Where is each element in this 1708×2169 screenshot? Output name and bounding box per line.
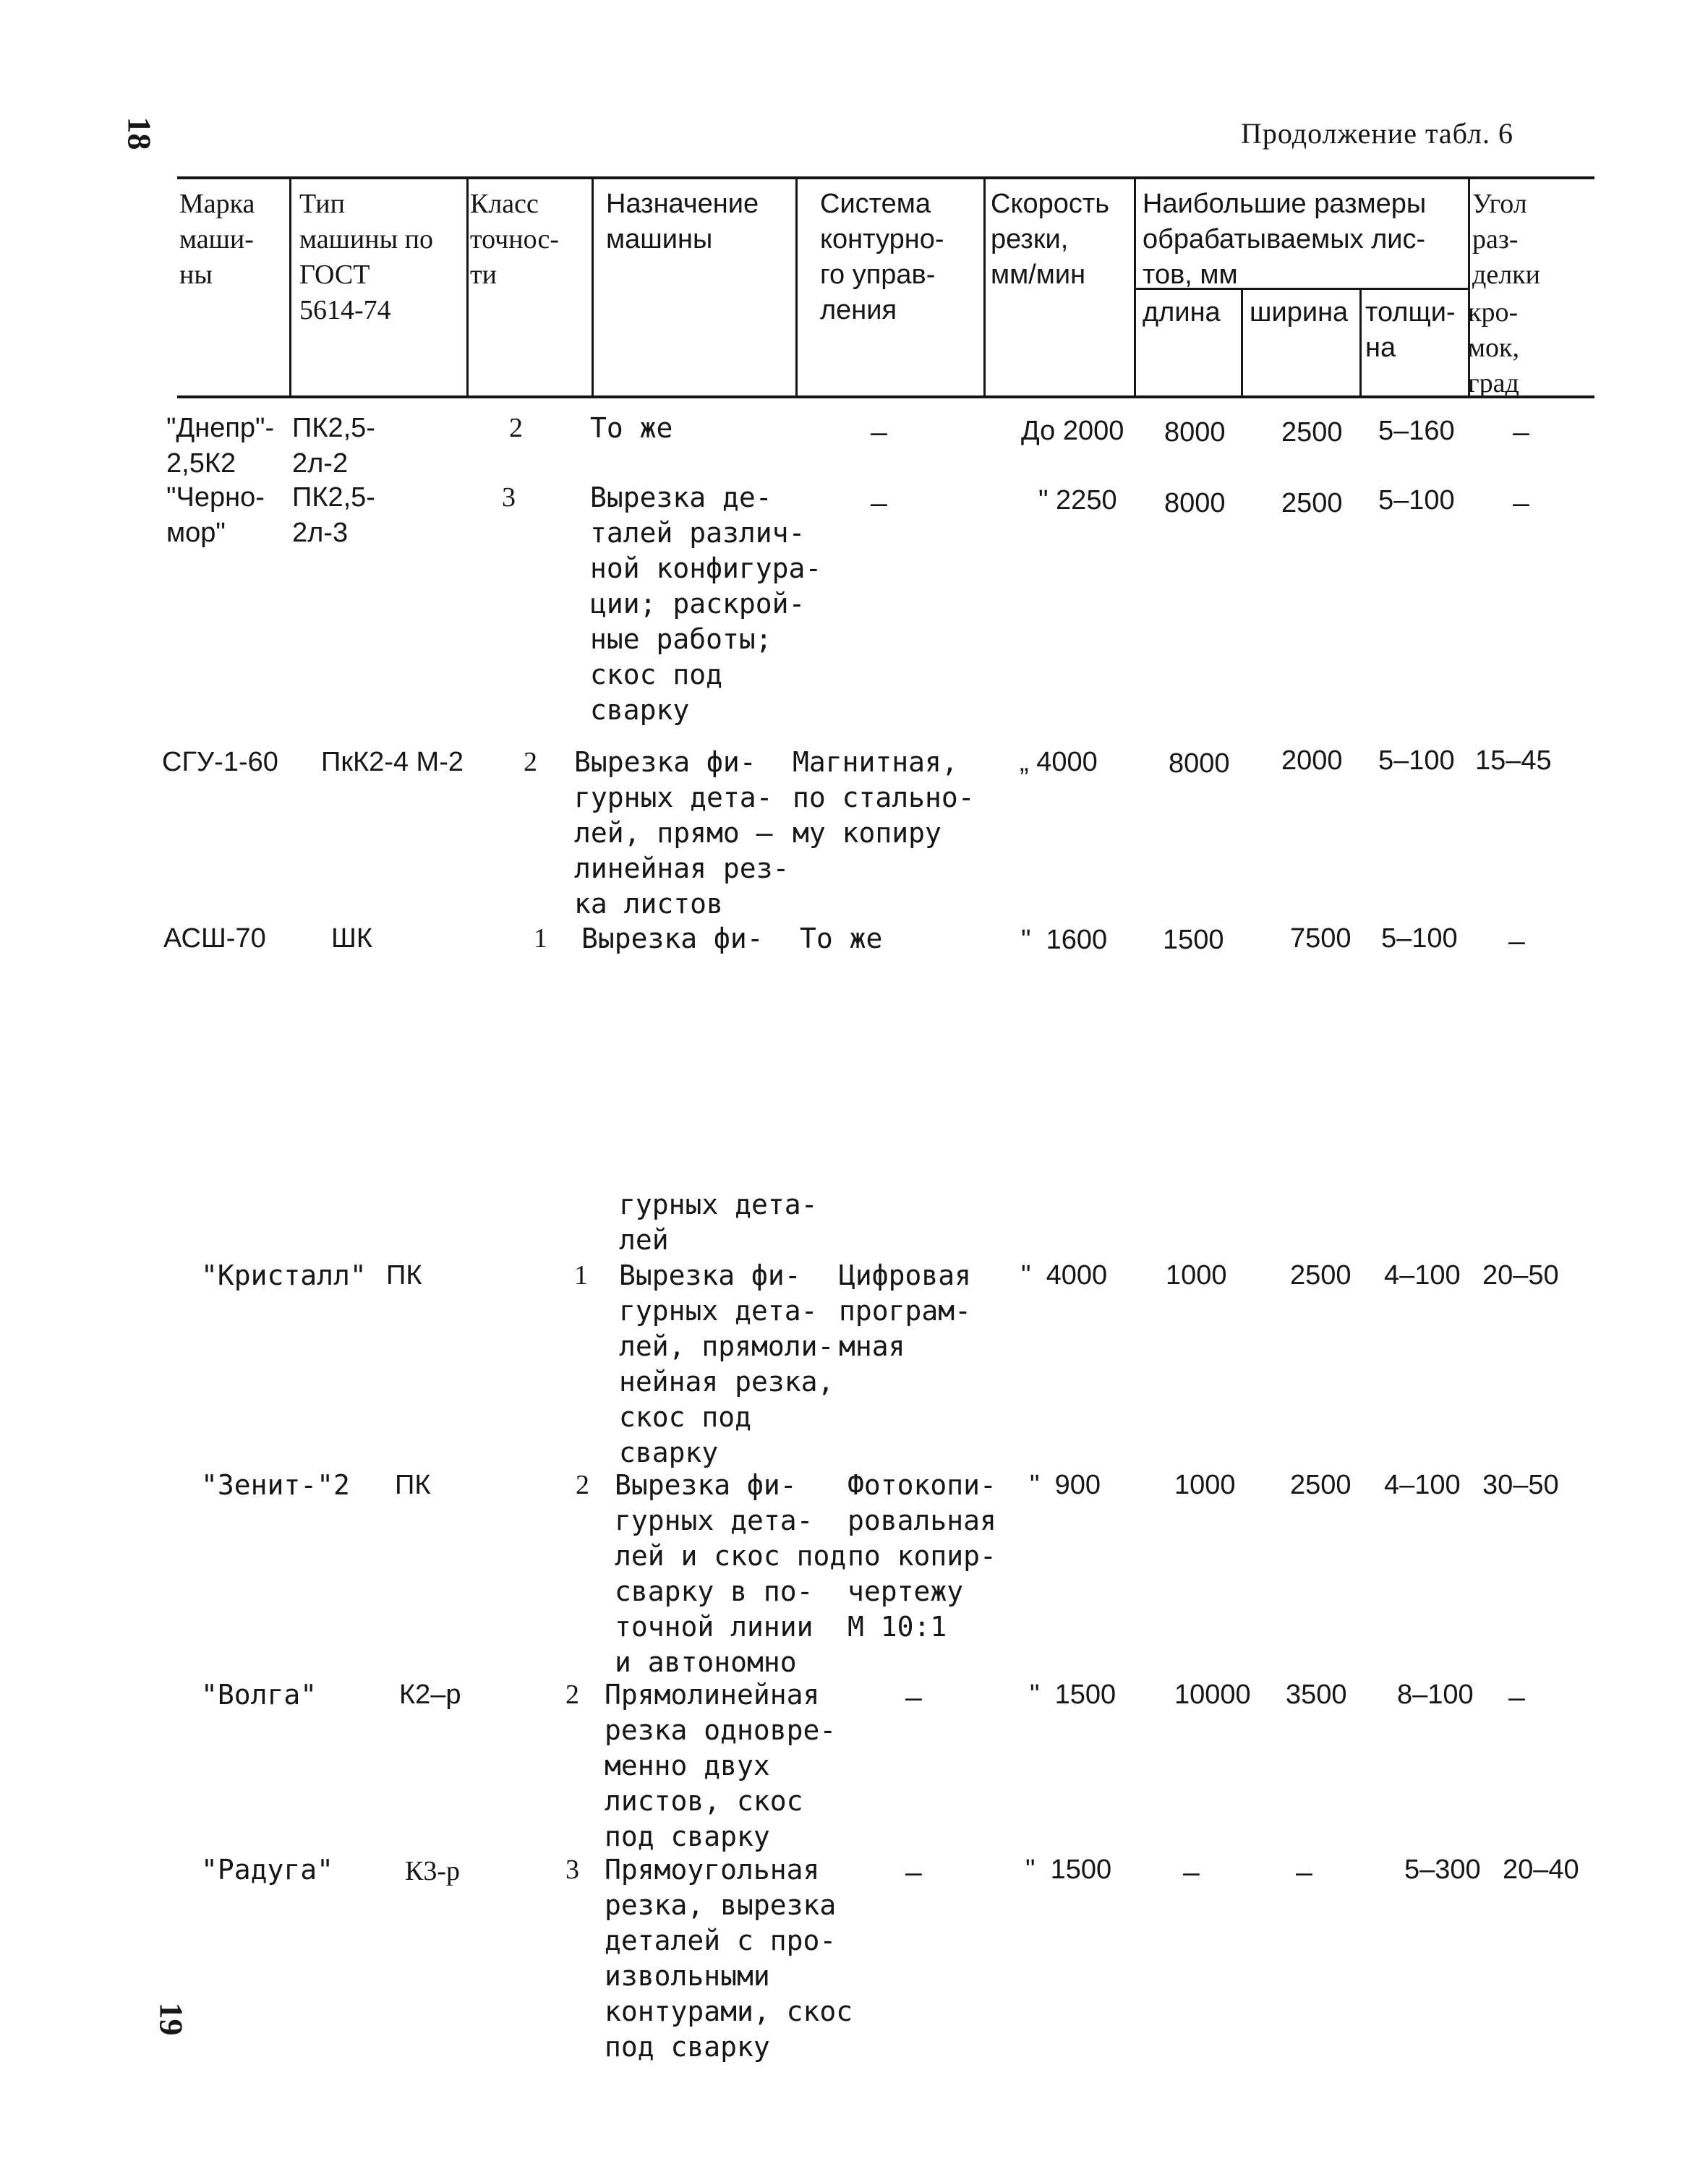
cell-tip: ШК (331, 923, 372, 954)
cell-marka: "Радуга" (201, 1854, 334, 1886)
cell-shirina: 3500 (1286, 1680, 1347, 1710)
cell-tolshchina: 8–100 (1397, 1680, 1474, 1710)
header-ugol-bottom: кро- мок, град (1468, 297, 1520, 398)
header-razmery: Наибольшие размеры обрабатываемых лис- тов, мм (1143, 189, 1427, 290)
cell-naznachenie: Вырезка фи- гурных дета- лей, прямоли- нейная резка, скос под сварку (619, 1259, 834, 1468)
continuation-title: Продолжение табл. 6 (1241, 117, 1513, 150)
page-number-left: 18 (121, 116, 158, 150)
cell-shirina: 2000 (1281, 745, 1343, 776)
cell-sistema: – (905, 1857, 922, 1888)
cell-tolshchina: 5–300 (1404, 1854, 1481, 1885)
cell-klass: 2 (509, 413, 523, 443)
cell-ugol: 20–40 (1503, 1854, 1579, 1885)
cell-skorost: " 4000 (1021, 1260, 1108, 1291)
header-col-sep-2 (466, 178, 469, 397)
header-col-sep-1 (289, 178, 291, 397)
header-dlina: длина (1143, 297, 1221, 328)
page-number-right: 19 (153, 2002, 190, 2036)
cell-naznachenie: Прямоугольная резка, вырезка деталей с про- извольными контурами, скос под сварку (605, 1854, 853, 2063)
cell-tip: ПК2,5- 2л-3 (292, 482, 375, 548)
cell-naznachenie: Вырезка фи- гурных дета- лей, прямо – линейная рез- ка листов (574, 746, 790, 920)
cell-skorost: " 1500 (1025, 1854, 1112, 1885)
cell-marka: "Волга" (201, 1679, 317, 1711)
cell-ugol: – (1508, 1682, 1525, 1714)
cell-marka: "Черно- мор" (166, 482, 265, 548)
cell-skorost: " 900 (1030, 1470, 1101, 1500)
cell-shirina: 7500 (1290, 923, 1352, 954)
cell-tip: К2–р (399, 1680, 461, 1710)
cell-marka: АСШ-70 (163, 923, 266, 954)
cell-tolshchina: 4–100 (1384, 1470, 1461, 1500)
cell-shirina: 2500 (1290, 1470, 1352, 1500)
header-shirina: ширина (1250, 297, 1349, 328)
cell-ugol: 20–50 (1482, 1260, 1559, 1291)
cell-tip: К3-р (405, 1856, 460, 1886)
cell-dlina: – (1183, 1857, 1200, 1888)
cell-dlina: 10000 (1174, 1680, 1251, 1710)
header-bottom-rule (177, 395, 1594, 398)
cell-klass: 2 (576, 1470, 589, 1500)
cell-shirina: 2500 (1290, 1260, 1352, 1291)
cell-dlina: 8000 (1169, 748, 1230, 779)
header-col-sep-3 (592, 178, 594, 397)
header-klass: Класс точнос- ти (470, 189, 560, 290)
cell-dlina: 1500 (1163, 925, 1224, 955)
cell-tip: ПК (395, 1470, 431, 1500)
cell-skorost: " 1600 (1021, 925, 1108, 955)
header-tolshchina: толщи- на (1365, 297, 1456, 363)
cell-ugol: 15–45 (1475, 745, 1552, 776)
cell-skorost: " 1500 (1030, 1680, 1116, 1710)
header-col-sep-6 (1134, 178, 1136, 397)
cell-naznachenie: То же (590, 412, 673, 444)
cell-ugol: 30–50 (1482, 1470, 1559, 1500)
cell-klass: 2 (565, 1680, 579, 1710)
cell-tolshchina: 5–160 (1378, 416, 1455, 446)
cell-sistema: – (871, 416, 887, 448)
cell-ugol: – (1513, 416, 1529, 448)
cell-klass: 3 (502, 482, 516, 513)
cell-tip: ПК (386, 1260, 422, 1291)
cell-shirina: – (1296, 1857, 1312, 1888)
cell-dlina: 1000 (1174, 1470, 1236, 1500)
header-skorost: Скорость резки, мм/мин (991, 189, 1110, 290)
cell-marka: "Кристалл" (201, 1259, 367, 1291)
cell-tolshchina: 5–100 (1378, 745, 1455, 776)
cell-tolshchina: 4–100 (1384, 1260, 1461, 1291)
header-marka: Марка маши- ны (179, 189, 255, 290)
continuation-text: гурных дета- лей (619, 1189, 818, 1256)
cell-klass: 2 (524, 747, 537, 777)
cell-klass: 1 (534, 923, 547, 954)
header-tip: Тип машины по ГОСТ 5614-74 (299, 189, 433, 325)
cell-marka: СГУ-1-60 (162, 747, 278, 777)
cell-sistema: Фотокопи- ровальная по копир- чертежу М 10:1 (847, 1469, 996, 1643)
cell-sistema: Цифровая програм- мная (839, 1259, 972, 1362)
header-sistema: Система контурно- го управ- ления (820, 189, 944, 325)
header-col-sep-5 (983, 178, 986, 397)
cell-tip: ПК2,5- 2л-2 (292, 413, 375, 479)
cell-dlina: 1000 (1166, 1260, 1227, 1291)
cell-dlina: 8000 (1164, 417, 1226, 448)
cell-tolshchina: 5–100 (1378, 485, 1455, 515)
cell-skorost: " 2250 (1038, 485, 1117, 515)
cell-skorost: До 2000 (1021, 416, 1124, 446)
cell-ugol: – (1508, 925, 1525, 957)
cell-naznachenie: Прямолинейная резка одновре- менно двух листов, скос под сварку (605, 1679, 837, 1852)
cell-klass: 3 (565, 1854, 579, 1885)
cell-marka: "Зенит-"2 (201, 1469, 350, 1501)
cell-klass: 1 (574, 1260, 588, 1291)
cell-ugol: – (1513, 487, 1529, 519)
cell-marka: "Днепр"- 2,5К2 (166, 413, 275, 479)
cell-tolshchina: 5–100 (1381, 923, 1458, 954)
cell-naznachenie: Вырезка фи- (581, 923, 764, 954)
cell-dlina: 8000 (1164, 488, 1226, 518)
header-naznachenie: Назначение машины (606, 189, 759, 254)
cell-sistema: Магнитная, по стально- му копиру (793, 746, 975, 849)
cell-sistema: То же (800, 923, 883, 954)
header-col-sep-4 (795, 178, 798, 397)
cell-shirina: 2500 (1281, 488, 1343, 518)
header-top-rule (177, 176, 1594, 179)
cell-naznachenie: Вырезка фи- гурных дета- лей и скос под сварку в по- точной линии и автономно (615, 1469, 847, 1678)
cell-naznachenie: Вырезка де- талей различ- ной конфигура- ции; раскрой- ные работы; скос под сварку (590, 482, 822, 726)
header-col-sep-7 (1241, 288, 1243, 397)
header-ugol-top: Угол раз- делки (1472, 189, 1540, 290)
cell-sistema: – (871, 487, 887, 519)
cell-sistema: – (905, 1682, 922, 1714)
cell-tip: ПкК2-4 М-2 (321, 747, 464, 777)
header-col-sep-8 (1359, 288, 1362, 397)
cell-shirina: 2500 (1281, 417, 1343, 448)
cell-skorost: „ 4000 (1020, 747, 1098, 777)
